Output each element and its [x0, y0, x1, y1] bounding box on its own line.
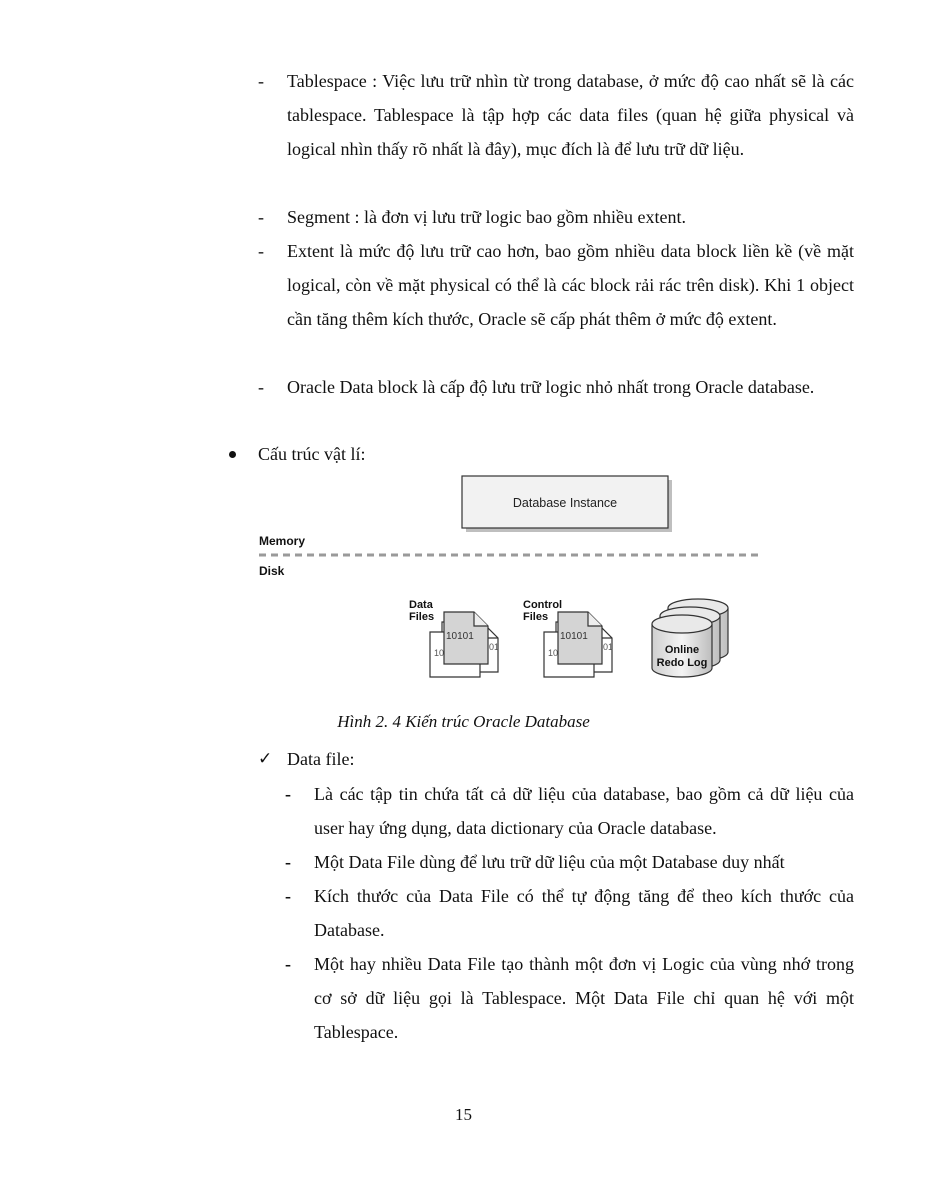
- control-files-label-line2: Files: [523, 611, 549, 623]
- list-item-text: Kích thước của Data File có thể tự động tăng để theo kích thước của Database.: [314, 886, 854, 940]
- oracle-architecture-figure: [258, 472, 758, 684]
- figure-caption: Hình 2. 4 Kiến trúc Oracle Database: [337, 712, 590, 731]
- list-item-text: Segment : là đơn vị lưu trữ logic bao gồm nhiều extent.: [287, 207, 686, 227]
- list-dash: -: [285, 954, 291, 974]
- database-instance-box: [462, 476, 672, 532]
- data-files-binary: 10101: [446, 631, 474, 642]
- control-files-binary-right: 01: [603, 642, 614, 652]
- data-files-icon: [409, 599, 499, 677]
- bullet-icon: [229, 451, 236, 458]
- list-item-text: Tablespace : Việc lưu trữ nhìn từ trong database, ở mức độ cao nhất sẽ là các tablespace. Tablespace là tập hợp các data files (quan hệ giữa physical và logical nhìn thấy rõ nhất là đây), mục đích là để lưu trữ dữ liệu.: [287, 71, 854, 159]
- page-number: 15: [455, 1105, 472, 1124]
- data-files-label-line2: Files: [409, 611, 435, 623]
- data-files-binary-left: 10: [434, 648, 445, 658]
- list-item-text: Một Data File dùng để lưu trữ dữ liệu của một Database duy nhất: [314, 852, 785, 872]
- online-redo-log-icon: [652, 599, 728, 677]
- heading-text: Cấu trúc vật lí:: [258, 444, 366, 464]
- list-dash: -: [258, 71, 264, 91]
- list-dash: -: [258, 241, 264, 261]
- list-item-text: Một hay nhiều Data File tạo thành một đơn vị Logic của vùng nhớ trong cơ sở dữ liệu gọi là Tablespace. Một Data File chỉ quan hệ với một Tablespace.: [314, 954, 854, 1042]
- disk-label: Disk: [259, 564, 285, 578]
- list-dash: -: [258, 377, 264, 397]
- list-dash: -: [285, 886, 291, 906]
- control-files-label-line1: Control: [523, 599, 563, 611]
- list-dash: -: [285, 852, 291, 872]
- control-files-binary: 10101: [560, 631, 588, 642]
- data-files-label-line1: Data: [409, 599, 433, 611]
- list-item-text: Oracle Data block là cấp độ lưu trữ logic nhỏ nhất trong Oracle database.: [287, 377, 815, 397]
- list-dash: -: [258, 207, 264, 227]
- redo-log-label-line2: Redo Log: [656, 657, 708, 669]
- memory-label: Memory: [259, 534, 306, 548]
- redo-log-label-line1: Online: [664, 644, 700, 656]
- list-item-text: Extent là mức độ lưu trữ cao hơn, bao gồm nhiều data block liền kề (về mặt logical, còn về mặt physical có thể là các block rải rác trên disk). Khi 1 object cần tăng thêm kích thước, Oracle sẽ cấp phát thêm ở mức độ extent.: [287, 241, 854, 329]
- control-files-icon: [523, 599, 613, 677]
- data-files-binary-right: 01: [489, 642, 500, 652]
- list-dash: -: [285, 784, 291, 804]
- list-item-text: Là các tập tin chứa tất cả dữ liệu của database, bao gồm cả dữ liệu của user hay ứng dụng, data dictionary của Oracle database.: [314, 784, 854, 838]
- control-files-binary-left: 10: [548, 648, 559, 658]
- instance-label: Database Instance: [512, 496, 618, 510]
- heading-text: Data file:: [287, 749, 355, 769]
- checkmark-icon: ✓: [258, 749, 273, 769]
